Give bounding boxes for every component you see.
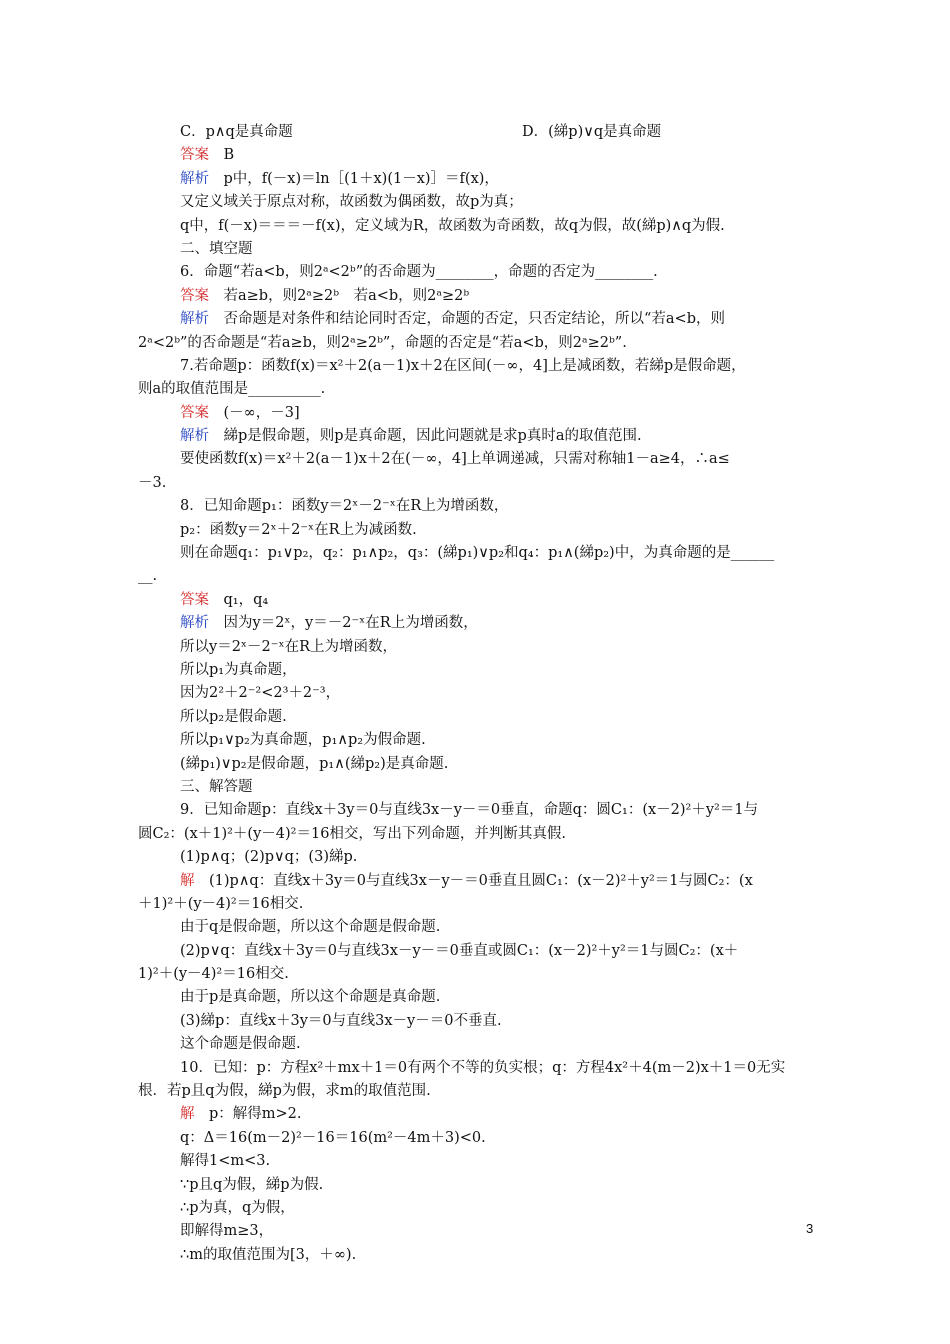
analysis-label: 解析 (180, 170, 209, 187)
q5-option-c: C．p∧q是真命题 (180, 124, 293, 140)
answer-text: B (209, 147, 235, 164)
q10-question-line-2: 根．若p且q为假，綈p为假，求m的取值范围. (138, 1083, 431, 1100)
q8-analysis-line-3: 所以p₁为真命题， (180, 661, 297, 678)
analysis-text: p中，f(－x)＝ln［(1＋x)(1－x)］＝f(x)， (209, 170, 499, 187)
q6-analysis-line-2: 2ᵃ<2ᵇ”的否命题是“若a≥b，则2ᵃ≥2ᵇ”，命题的否定是“若a<b，则2ᵃ≥2ᵇ”. (138, 334, 627, 351)
q8-question-line-2: p₂：函数y＝2ˣ＋2⁻ˣ在R上为减函数. (180, 521, 417, 538)
analysis-label: 解析 (180, 428, 209, 445)
q10-solution-line-5: ∴p为真，q为假， (180, 1199, 295, 1216)
q10-solution-line-7: ∴m的取值范围为[3，＋∞). (180, 1246, 357, 1263)
answer-text: q₁，q₄ (209, 591, 269, 608)
q10-solution-line-6: 即解得m≥3， (180, 1223, 274, 1240)
solution-label: 解 (180, 1106, 195, 1123)
q8-analysis-line-6: 所以p₁∨p₂为真命题，p₁∧p₂为假命题. (180, 732, 426, 749)
q8-question-line-1: 8．已知命题p₁：函数y＝2ˣ－2⁻ˣ在R上为增函数， (180, 498, 509, 515)
q10-solution-line-1 (138, 1103, 828, 1126)
section-heading-fill-in: 二、填空题 (180, 240, 253, 257)
q7-question-line-1: 7.若命题p：函数f(x)＝x²＋2(a－1)x＋2在区间(－∞，4]上是减函数，若綈p是假命题， (180, 357, 746, 374)
q8-question-line-4: __. (138, 568, 158, 585)
q8-analysis-line-2: 所以y＝2ˣ－2⁻ˣ在R上为增函数， (180, 638, 398, 655)
q10-solution-line-2: q：Δ＝16(m－2)²－16＝16(m²－4m＋3)<0. (180, 1129, 486, 1146)
q7-analysis-line-3: －3. (138, 474, 167, 491)
q9-solution-line-2: ＋1)²＋(y－4)²＝16相交. (138, 895, 304, 912)
answer-label: 答案 (180, 287, 209, 304)
solution-text: (1)p∧q：直线x＋3y＝0与直线3x－y－＝0垂直且圆C₁：(x－2)²＋y²＝1与圆C₂：(x (194, 872, 753, 889)
q10-question-line-1: 10．已知：p：方程x²＋mx＋1＝0有两个不等的负实根；q：方程4x²＋4(m－2)x＋1＝0无实 (180, 1059, 786, 1076)
q6-question: 6．命题“若a<b，则2ᵃ<2ᵇ”的否命题为________，命题的否定为________. (180, 264, 658, 281)
q7-analysis-line-1 (138, 425, 828, 448)
q10-solution-line-4: ∵p且q为假，綈p为假. (180, 1176, 324, 1193)
q9-question-line-1: 9．已知命题p：直线x＋3y＝0与直线3x－y－＝0垂直，命题q：圆C₁：(x－2)²＋y²＝1与 (180, 802, 759, 819)
answer-label: 答案 (180, 147, 209, 164)
analysis-text: 否命题是对条件和结论同时否定，命题的否定，只否定结论，所以“若a<b，则 (209, 311, 725, 328)
solution-label: 解 (180, 872, 195, 889)
analysis-label: 解析 (180, 615, 209, 632)
q8-analysis-line-7: (綈p₁)∨p₂是假命题，p₁∧(綈p₂)是真命题. (180, 755, 449, 772)
section-heading-solve: 三、解答题 (180, 778, 253, 795)
q5-option-d: D．(綈p)∨q是真命题 (522, 124, 662, 140)
answer-label: 答案 (180, 591, 209, 608)
q8-analysis-line-4: 因为2²＋2⁻²<2³＋2⁻³， (180, 685, 341, 702)
q9-solution-line-3: 由于q是假命题，所以这个命题是假命题. (180, 919, 441, 936)
q9-solution-line-6: 由于p是真命题，所以这个命题是真命题. (180, 989, 441, 1006)
q9-solution-line-8: 这个命题是假命题. (180, 1036, 301, 1053)
q5-analysis-line-2: 又定义域关于原点对称，故函数为偶函数，故p为真； (180, 194, 523, 211)
answer-text: (－∞，－3] (209, 404, 300, 421)
answer-text: 若a≥b，则2ᵃ≥2ᵇ 若a<b，则2ᵃ≥2ᵇ (209, 287, 470, 304)
q7-answer (138, 402, 828, 425)
q9-solution-line-1 (138, 870, 828, 893)
page-content (138, 121, 828, 1267)
q8-answer (138, 589, 828, 612)
analysis-label: 解析 (180, 311, 209, 328)
q9-solution-line-5: 1)²＋(y－4)²＝16相交. (138, 966, 289, 983)
q9-question-line-2: 圆C₂：(x＋1)²＋(y－4)²＝16相交，写出下列命题，并判断其真假. (138, 825, 567, 842)
q8-analysis-line-5: 所以p₂是假命题. (180, 708, 287, 725)
q6-answer (138, 285, 828, 308)
solution-text: p：解得m>2. (194, 1106, 302, 1123)
q5-analysis-line-3: q中，f(－x)＝＝＝－f(x)，定义域为R，故函数为奇函数，故q为假，故(綈p)∧q为假. (180, 217, 725, 234)
q5-analysis-line-1 (138, 168, 828, 191)
q9-solution-line-7: (3)綈p：直线x＋3y＝0与直线3x－y－＝0不垂直. (180, 1012, 502, 1029)
answer-label: 答案 (180, 404, 209, 421)
q9-solution-line-4: (2)p∨q：直线x＋3y＝0与直线3x－y－＝0垂直或圆C₁：(x－2)²＋y²＝1与圆C₂：(x＋ (180, 942, 739, 959)
q7-analysis-line-2: 要使函数f(x)＝x²＋2(a－1)x＋2在(－∞，4]上单调递减，只需对称轴1－a≥4，∴a≤ (180, 451, 730, 468)
analysis-text: 綈p是假命题，则p是真命题，因此问题就是求p真时a的取值范围. (209, 428, 642, 445)
q5-answer (138, 144, 828, 167)
q7-question-line-2: 则a的取值范围是__________. (138, 381, 326, 398)
q8-analysis-line-1 (138, 612, 828, 635)
q6-analysis-line-1 (138, 308, 828, 331)
analysis-text: 因为y＝2ˣ，y＝－2⁻ˣ在R上为增函数， (209, 615, 478, 632)
q8-question-line-3: 则在命题q₁：p₁∨p₂，q₂：p₁∧p₂，q₃：(綈p₁)∨p₂和q₄：p₁∧(綈p₂)中，为真命题的是______ (180, 545, 775, 562)
q9-question-line-3: (1)p∧q；(2)p∨q；(3)綈p. (180, 849, 358, 866)
page-number: 3 (806, 1221, 814, 1236)
q10-solution-line-3: 解得1<m<3. (180, 1153, 271, 1170)
q5-options-row (138, 121, 828, 144)
